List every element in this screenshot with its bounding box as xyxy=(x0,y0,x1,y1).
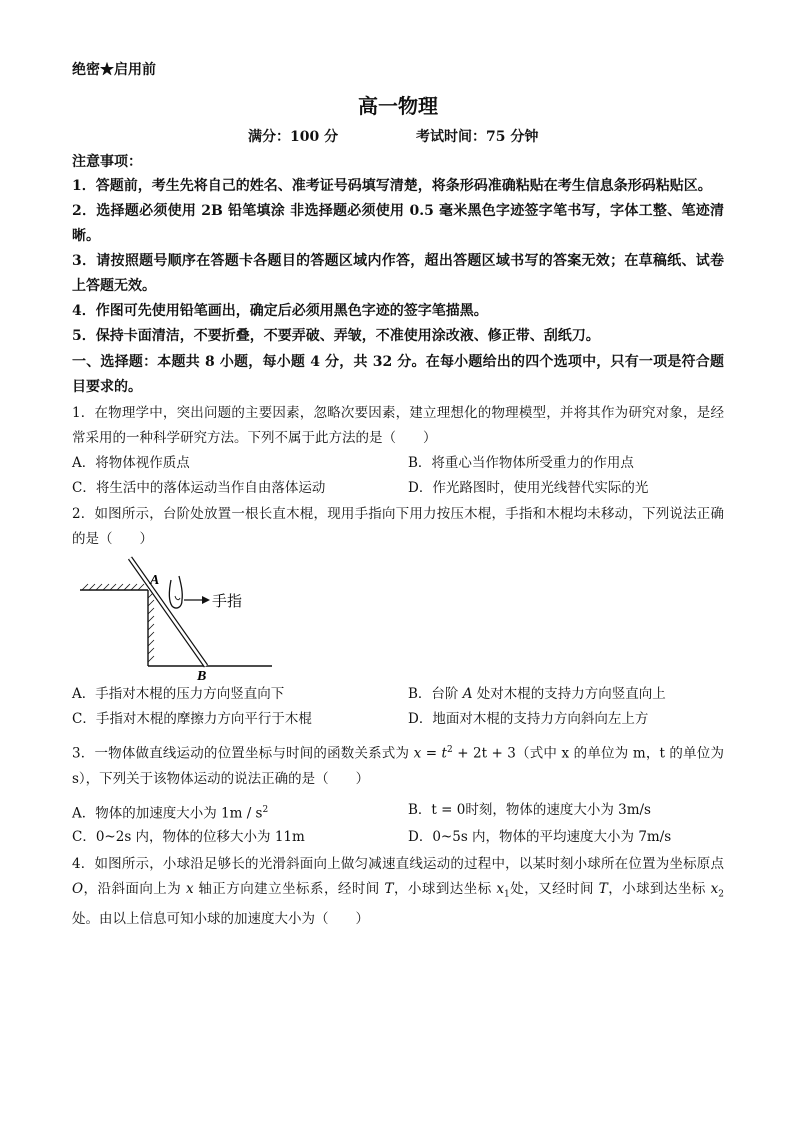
question-1-options-row-2 xyxy=(72,476,724,501)
question-2-stem: 2．如图所示，台阶处放置一根长直木棍，现用手指向下用力按压木棍，手指和木棍均未移动，下列说法正确的是（ ） xyxy=(72,506,724,547)
question-2-options-row-1 xyxy=(72,682,724,707)
notice-item-4: 4．作图可先使用铅笔画出，确定后必须用黑色字迹的签字笔描黑。 xyxy=(72,303,488,319)
point-b-label: B xyxy=(197,669,207,682)
notice-item-1: 1．答题前，考生先将自己的姓名、准考证号码填写清楚，将条形码准确粘贴在考生信息条形码粘贴区。 xyxy=(72,178,712,194)
notice-item-2: 2．选择题必须使用 2B 铅笔填涂 非选择题必须使用 0.5 毫米黑色字迹签字笔书写，字体工整、笔迹清晰。 xyxy=(72,203,724,244)
question-2-figure xyxy=(72,554,724,682)
q3-option-d: D．0~5s 内，物体的平均速度大小为 7m/s xyxy=(408,828,672,845)
exam-time: 考试时间：75 分钟 xyxy=(416,129,539,145)
q2-option-a: A．手指对木棍的压力方向竖直向下 xyxy=(72,686,285,702)
secret-label: 绝密★启用前 xyxy=(72,62,156,78)
finger-icon xyxy=(169,576,182,608)
stair-stick-diagram xyxy=(72,554,272,682)
q3-option-c: C．0~2s 内，物体的位移大小为 11m xyxy=(72,828,305,845)
q1-option-c: C．将生活中的落体运动当作自由落体运动 xyxy=(72,480,326,496)
question-2-options-row-2 xyxy=(72,707,724,732)
point-a-label: A xyxy=(150,573,160,588)
notice-heading: 注意事项： xyxy=(72,154,142,170)
question-3-stem: 3．一物体做直线运动的位置坐标与时间的函数关系式为 $x = t^2 + 2t + 3$（式中 x 的单位为 m，t 的单位为 s），下列关于该物体运动的说法正确的是（ ） xyxy=(72,745,724,787)
q2-option-d: D．地面对木棍的支持力方向斜向左上方 xyxy=(408,711,649,727)
wooden-stick-inner xyxy=(130,558,206,666)
page-title: 高一物理 xyxy=(358,94,438,118)
notice-item-5: 5．保持卡面清洁，不要折叠，不要弄破、弄皱，不准使用涂改液、修正带、刮纸刀。 xyxy=(72,328,600,344)
section-heading: 一、选择题：本题共 8 小题，每小题 4 分，共 32 分。在每小题给出的四个选项中，只有一项是符合题目要求的。 xyxy=(72,354,724,395)
exam-page xyxy=(72,60,724,932)
q2-option-b: B．台阶 A 处对木棍的支持力方向竖直向上 xyxy=(408,686,666,702)
arrow-head-icon xyxy=(202,596,210,604)
notice-item-3: 3．请按照题号顺序在答题卡各题目的答题区域内作答，超出答题区域书写的答案无效；在草稿纸、试卷上答题无效。 xyxy=(72,253,724,294)
q2-option-c: C．手指对木棍的摩擦力方向平行于木棍 xyxy=(72,711,312,727)
question-1-options-row-1 xyxy=(72,451,724,476)
q1-option-b: B．将重心当作物体所受重力的作用点 xyxy=(408,455,634,471)
q1-option-a: A．将物体视作质点 xyxy=(72,455,190,471)
q3-option-a: A．物体的加速度大小为 $1m / s^2$ xyxy=(72,804,269,821)
step-wall-hatch xyxy=(148,592,154,662)
question-4-stem: 4．如图所示，小球沿足够长的光滑斜面向上做匀减速直线运动的过程中，以某时刻小球所在位置为坐标原点 O，沿斜面向上为 x 轴正方向建立坐标系，经时间 T，小球到达坐标 $x_1$处，又经时间 T，小球到达坐标 $x_2$处。由以上信息可知小球的加速度大小为（ ） xyxy=(72,855,724,928)
full-score: 满分：100 分 xyxy=(248,129,339,145)
q1-option-d: D．作光路图时，使用光线替代实际的光 xyxy=(408,480,649,496)
question-1-stem: 1．在物理学中，突出问题的主要因素，忽略次要因素，建立理想化的物理模型，并将其作为研究对象，是经常采用的一种科学研究方法。下列不属于此方法的是（ ） xyxy=(72,405,724,446)
question-3-options-row-2 xyxy=(72,825,724,850)
question-3-options-row-1 xyxy=(72,798,724,823)
step-top-hatch xyxy=(82,584,144,590)
exam-meta xyxy=(72,126,724,148)
q3-option-b: B．t = 0时刻，物体的速度大小为 3m/s xyxy=(408,801,651,818)
finger-label: 手指 xyxy=(212,594,243,610)
